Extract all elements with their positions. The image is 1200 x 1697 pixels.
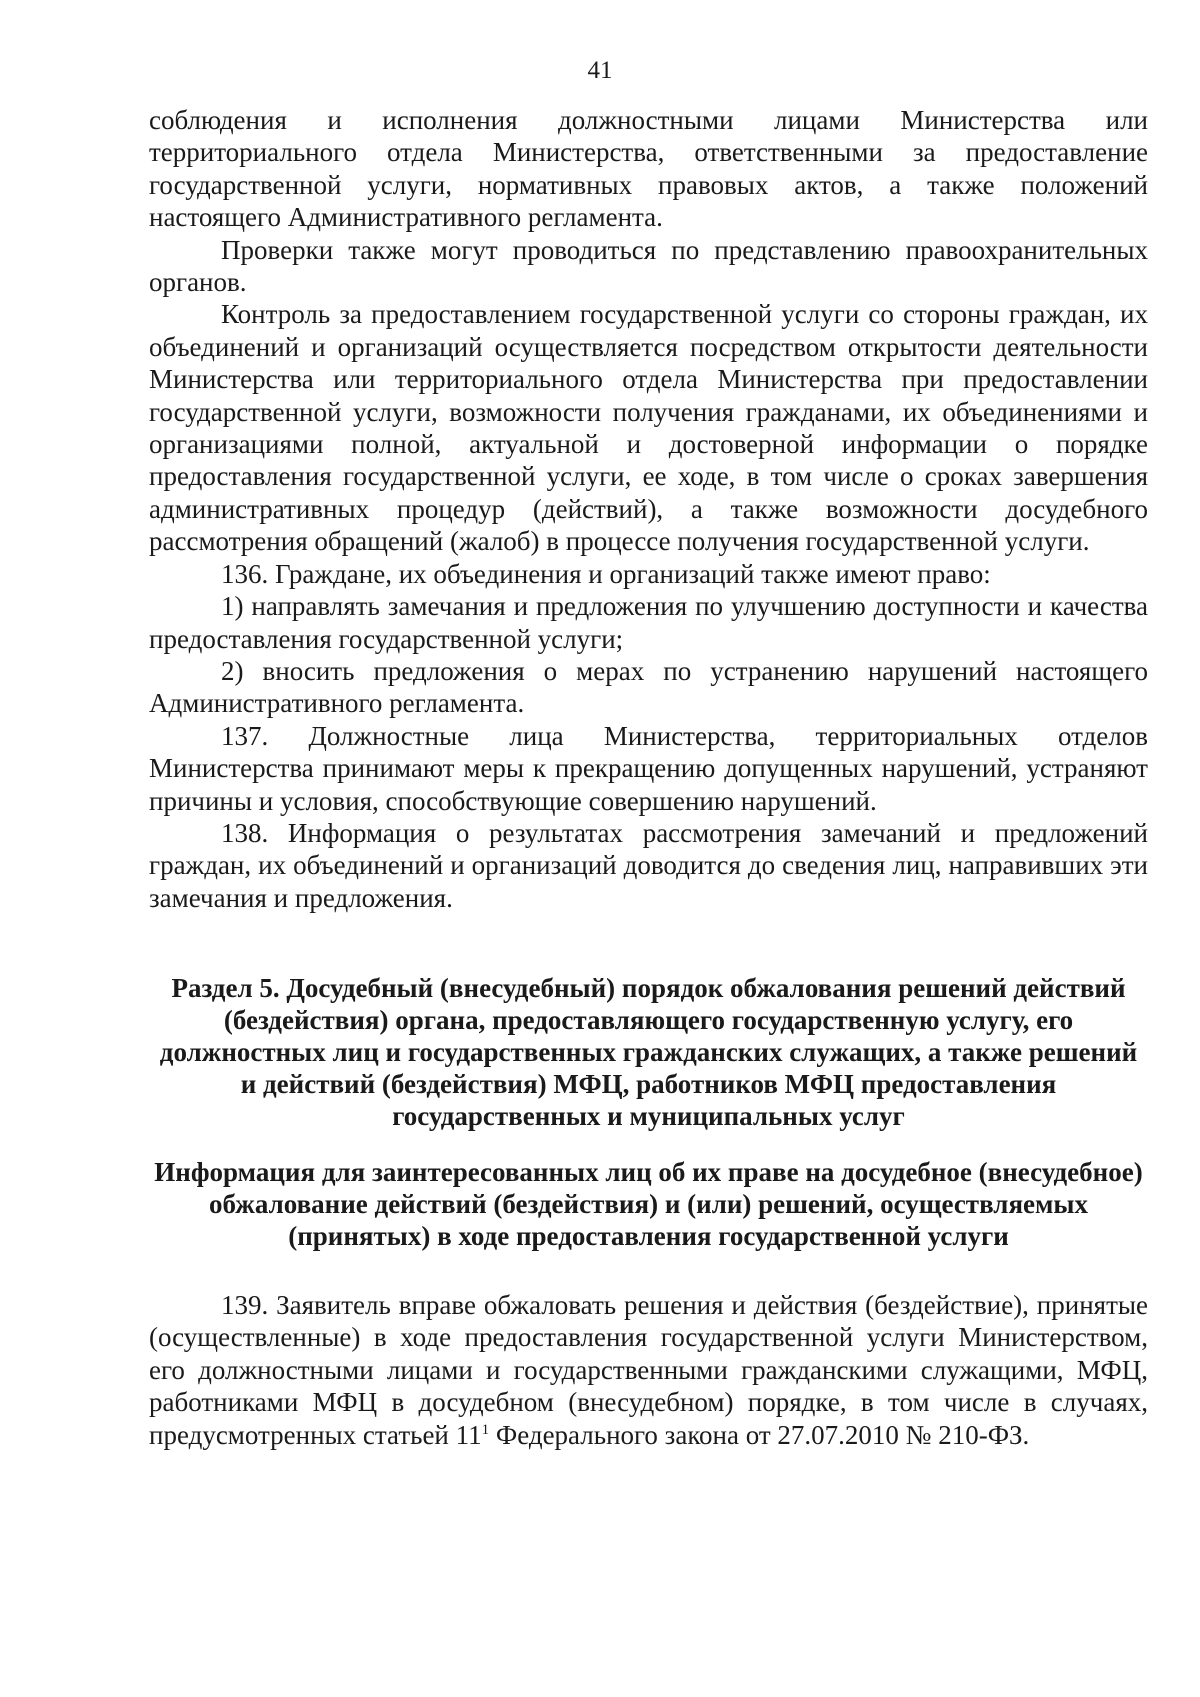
section-5-heading: Раздел 5. Досудебный (внесудебный) порядок обжалования решений действий (бездействия) органа, предоставляющего государственную услугу, его должностных лиц и государственных гражданских служащих, а также решений и действий (бездействия) МФЦ, работников МФЦ предоставления государственных и муниципальных услуг	[159, 973, 1138, 1131]
paragraph-138: 138. Информация о результатах рассмотрения замечаний и предложений граждан, их объединений и организаций доводится до сведения лиц, направивших эти замечания и предложения.	[149, 817, 1148, 913]
paragraph-136: 136. Граждане, их объединения и организаций также имеют право:	[221, 558, 991, 589]
subsection-heading: Информация для заинтересованных лиц об их праве на досудебное (внесудебное) обжалование действий (бездействия) и (или) решений, осуществляемых (принятых) в ходе предоставления государственной услуги	[154, 1157, 1143, 1251]
paragraph-control: Контроль за предоставлением государственной услуги со стороны граждан, их объединений и организаций осуществляется посредством открытости деятельности Министерства или территориального отдела Министерства при предоставлении государственной услуги, возможности получения гражданами, их объединениями и организациями полной, актуальной и достоверной информации о порядке предоставления государственной услуги, ее ходе, в том числе о сроках завершения административных процедур (действий), а также возможности досудебного рассмотрения обращений (жалоб) в процессе получения государственной услуги.	[149, 299, 1148, 557]
paragraph-139-text-end: Федерального закона от 27.07.2010 № 210-ФЗ.	[489, 1419, 1030, 1450]
paragraph-137: 137. Должностные лица Министерства, территориальных отделов Министерства принимают меры к прекращению допущенных нарушений, устраняют причины и условия, способствующие совершению нарушений.	[149, 720, 1148, 816]
paragraph-continuation: соблюдения и исполнения должностными лицами Министерства или территориального отдела Министерства, ответственными за предоставление государственной услуги, нормативных правовых актов, а также положений настоящего Административного регламента.	[149, 105, 1148, 233]
paragraph-139	[149, 1289, 1148, 1451]
body-text-top	[149, 104, 1148, 914]
body-text-bottom	[149, 1289, 1148, 1451]
page-number: 41	[587, 57, 613, 84]
paragraph-139-text: 139. Заявитель вправе обжаловать решения и действия (бездействие), принятые (осуществленные) в ходе предоставления государственной услуги Министерством, его должностными лицами и государственными гражданскими служащими, МФЦ, работниками МФЦ в досудебном (внесудебном) порядке, в том числе в случаях, предусмотренных статьей 11	[149, 1290, 1148, 1450]
paragraph-136-item-2: 2) вносить предложения о мерах по устранению нарушений настоящего Административного регламента.	[149, 655, 1148, 719]
paragraph-136-item-1: 1) направлять замечания и предложения по улучшению доступности и качества предоставления государственной услуги;	[149, 591, 1148, 654]
article-superscript: 1	[481, 1421, 490, 1438]
paragraph-inspections: Проверки также могут проводиться по представлению правоохранительных органов.	[149, 234, 1148, 298]
